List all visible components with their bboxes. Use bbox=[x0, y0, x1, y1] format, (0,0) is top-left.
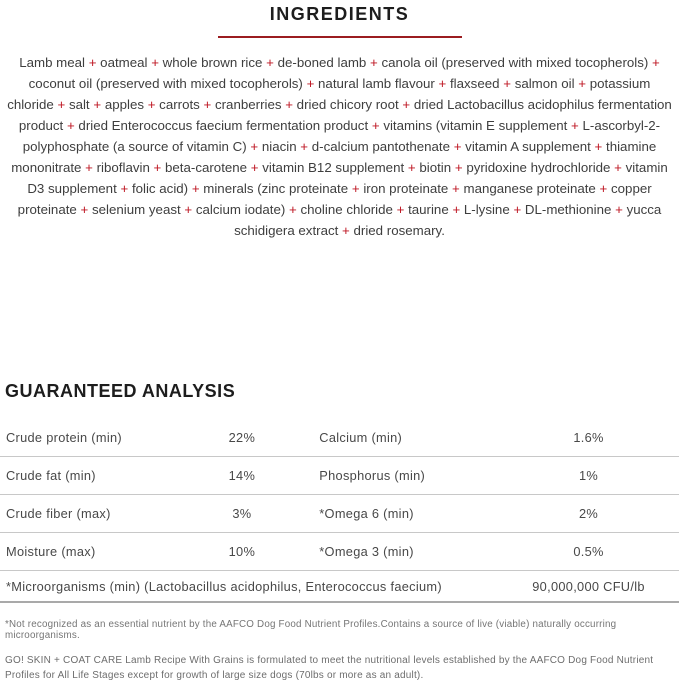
nutrient-label: *Omega 6 (min) bbox=[319, 506, 414, 521]
plus-separator: + bbox=[571, 118, 579, 133]
plus-separator: + bbox=[153, 160, 162, 175]
guaranteed-analysis-table bbox=[0, 419, 679, 571]
ingredient-item: folic acid) bbox=[131, 181, 189, 196]
ingredient-item: L-ascorbyl-2-polyphosphate (a source of vitamin C) bbox=[22, 118, 661, 154]
plus-separator: + bbox=[452, 202, 461, 217]
ingredient-item: manganese proteinate bbox=[463, 181, 596, 196]
nutrient-label: Calcium (min) bbox=[319, 430, 403, 445]
plus-separator: + bbox=[351, 181, 360, 196]
plus-separator: + bbox=[342, 223, 350, 238]
nutrient-label: Crude protein (min) bbox=[6, 430, 122, 445]
plus-separator: + bbox=[285, 97, 293, 112]
plus-separator: + bbox=[402, 97, 411, 112]
ingredient-item: choline chloride bbox=[300, 202, 393, 217]
ingredient-item: pyridoxine hydrochloride bbox=[466, 160, 611, 175]
plus-separator: + bbox=[147, 97, 156, 112]
ingredient-item: d-calcium pantothenate bbox=[311, 139, 450, 154]
ingredient-item: dried rosemary. bbox=[353, 223, 445, 238]
ingredient-item: dried Enterococcus faecium fermentation product bbox=[78, 118, 369, 133]
plus-separator: + bbox=[396, 202, 405, 217]
plus-separator: + bbox=[578, 76, 587, 91]
table-row bbox=[0, 419, 679, 457]
ingredient-item: canola oil (preserved with mixed tocopherols) bbox=[381, 55, 649, 70]
nutrient-value: 2% bbox=[578, 506, 599, 521]
nutrient-value: 90,000,000 CFU/lb bbox=[532, 578, 645, 594]
plus-separator: + bbox=[300, 139, 309, 154]
plus-separator: + bbox=[407, 160, 416, 175]
ingredient-item: dried Lactobacillus acidophilus fermentation product bbox=[18, 97, 672, 133]
plus-separator: + bbox=[184, 202, 193, 217]
ingredient-item: cranberries bbox=[214, 97, 282, 112]
plus-separator: + bbox=[513, 202, 522, 217]
nutrient-value: 1% bbox=[578, 468, 599, 483]
plus-separator: + bbox=[57, 97, 66, 112]
plus-separator: + bbox=[503, 76, 511, 91]
plus-separator: + bbox=[266, 55, 274, 70]
ingredient-item: vitamin A supplement bbox=[465, 139, 591, 154]
ingredient-item: DL-methionine bbox=[524, 202, 612, 217]
plus-separator: + bbox=[615, 202, 623, 217]
plus-separator: + bbox=[289, 202, 297, 217]
ingredient-item: Lamb meal bbox=[19, 55, 85, 70]
ingredient-item: natural lamb flavour bbox=[318, 76, 435, 91]
ingredient-item: riboflavin bbox=[96, 160, 150, 175]
ingredient-item: potassium chloride bbox=[7, 76, 651, 112]
ingredient-item: taurine bbox=[408, 202, 449, 217]
ingredient-item: iron proteinate bbox=[363, 181, 449, 196]
guaranteed-analysis-title: GUARANTEED ANALYSIS bbox=[5, 381, 236, 401]
nutrient-label: Crude fat (min) bbox=[6, 468, 96, 483]
plus-separator: + bbox=[599, 181, 608, 196]
ingredient-item: vitamins (vitamin E supplement bbox=[383, 118, 568, 133]
ingredients-title: INGREDIENTS bbox=[269, 4, 410, 24]
plus-separator: + bbox=[652, 55, 660, 70]
ingredients-section bbox=[0, 0, 679, 241]
plus-separator: + bbox=[203, 97, 212, 112]
plus-separator: + bbox=[370, 55, 378, 70]
nutrient-value: 3% bbox=[232, 506, 252, 521]
ingredient-item: calcium iodate) bbox=[195, 202, 286, 217]
plus-separator: + bbox=[66, 118, 75, 133]
aafco-statement: GO! SKIN + COAT CARE Lamb Recipe With Grains is formulated to meet the nutritional levels established by the AAFCO Dog Food Nutrient Profiles for All Life Stages except for growth of large size dogs (70lbs or more as an adult). bbox=[5, 655, 654, 681]
ingredient-item: salt bbox=[68, 97, 90, 112]
nutrient-label: *Omega 3 (min) bbox=[319, 544, 414, 559]
table-row-microorganisms bbox=[0, 571, 679, 603]
plus-separator: + bbox=[614, 160, 622, 175]
ingredient-item: vitamin B12 supplement bbox=[262, 160, 405, 175]
plus-separator: + bbox=[454, 160, 463, 175]
nutrient-label: Crude fiber (max) bbox=[6, 506, 111, 521]
table-row bbox=[0, 495, 679, 533]
guaranteed-analysis-section bbox=[0, 381, 679, 683]
nutrient-value: 10% bbox=[228, 544, 256, 559]
ingredient-item: salmon oil bbox=[514, 76, 575, 91]
nutrient-value: 14% bbox=[228, 468, 256, 483]
ingredient-item: carrots bbox=[159, 97, 200, 112]
ingredient-item: beta-carotene bbox=[165, 160, 248, 175]
plus-separator: + bbox=[88, 55, 97, 70]
plus-separator: + bbox=[250, 160, 259, 175]
ingredient-item: dried chicory root bbox=[296, 97, 399, 112]
plus-separator: + bbox=[452, 181, 460, 196]
plus-separator: + bbox=[371, 118, 380, 133]
plus-separator: + bbox=[93, 97, 102, 112]
red-divider bbox=[218, 36, 462, 38]
nutrient-value: 1.6% bbox=[573, 430, 604, 445]
ingredient-item: vitamin D3 supplement bbox=[27, 160, 668, 196]
nutrient-label: Phosphorus (min) bbox=[319, 468, 426, 483]
ingredient-item: flaxseed bbox=[449, 76, 500, 91]
plus-separator: + bbox=[250, 139, 259, 154]
ingredient-item: selenium yeast bbox=[92, 202, 181, 217]
plus-separator: + bbox=[120, 181, 129, 196]
ingredient-item: oatmeal bbox=[100, 55, 148, 70]
ingredient-item: niacin bbox=[261, 139, 297, 154]
asterisk-footnote: *Not recognized as an essential nutrient by the AAFCO Dog Food Nutrient Profiles.Contains a source of live (viable) naturally occurring microorganisms. bbox=[5, 619, 617, 641]
ingredient-item: whole brown rice bbox=[162, 55, 263, 70]
ingredient-item: coconut oil (preserved with mixed tocopherols) bbox=[28, 76, 303, 91]
ingredient-item: minerals (zinc proteinate bbox=[203, 181, 349, 196]
ingredient-item: biotin bbox=[419, 160, 452, 175]
plus-separator: + bbox=[453, 139, 462, 154]
plus-separator: + bbox=[306, 76, 315, 91]
nutrient-label: *Microorganisms (min) (Lactobacillus acidophilus, Enterococcus faecium) bbox=[6, 578, 442, 594]
ingredient-item: thiamine mononitrate bbox=[11, 139, 657, 175]
ingredient-item: copper proteinate bbox=[17, 181, 652, 217]
nutrient-value: 0.5% bbox=[573, 544, 604, 559]
nutrient-value: 22% bbox=[228, 430, 256, 445]
nutrient-label: Moisture (max) bbox=[6, 544, 96, 559]
plus-separator: + bbox=[191, 181, 200, 196]
plus-separator: + bbox=[594, 139, 603, 154]
table-row bbox=[0, 457, 679, 495]
plus-separator: + bbox=[438, 76, 447, 91]
plus-separator: + bbox=[80, 202, 89, 217]
plus-separator: + bbox=[151, 55, 159, 70]
plus-separator: + bbox=[85, 160, 93, 175]
ingredients-list bbox=[6, 52, 674, 241]
table-row bbox=[0, 533, 679, 571]
ingredient-item: de-boned lamb bbox=[277, 55, 367, 70]
ingredient-item: yucca schidigera extract bbox=[234, 202, 662, 238]
ingredient-item: L-lysine bbox=[463, 202, 510, 217]
ingredient-item: apples bbox=[104, 97, 144, 112]
